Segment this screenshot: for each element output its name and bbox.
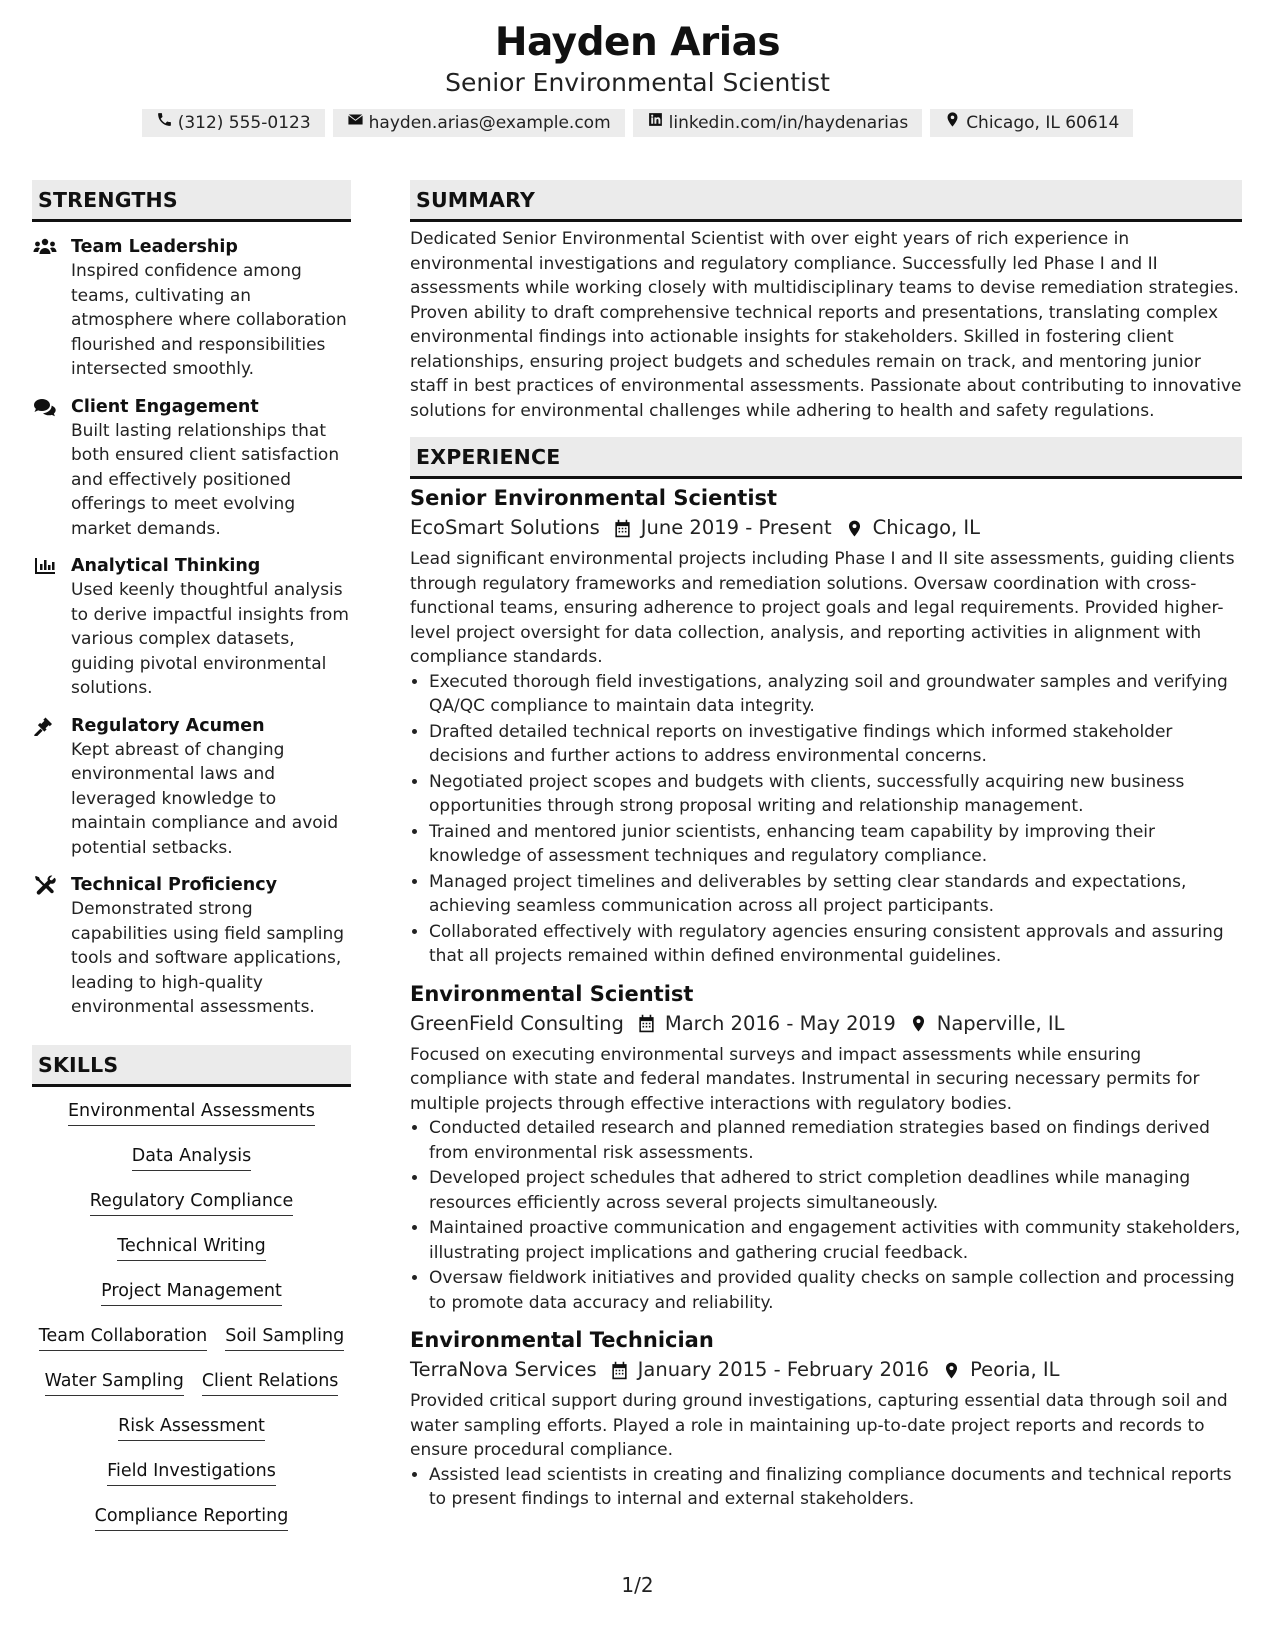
job-location: Naperville, IL (936, 1011, 1065, 1035)
contact-bar (0, 109, 1275, 137)
skill-row (32, 1144, 351, 1189)
phone-icon (156, 109, 173, 137)
skill-row (32, 1234, 351, 1279)
summary-text: Dedicated Senior Environmental Scientist with over eight years of rich experience in environmental investigations and regulatory compliance. Successfully led Phase I and II assessments while working closely with multidisciplinary teams to devise remediation strategies. Proven ability to draft comprehensive technical reports and presentations, translating complex environmental findings into actionable insights for stakeholders. Skilled in fostering client relationships, ensuring project budgets and schedules remain on track, and mentoring junior staff in best practices of environmental assessments. Passionate about contributing to innovative solutions for environmental challenges while adhering to health and safety regulations. (410, 229, 1242, 421)
skill-tag: Team Collaboration (39, 1324, 207, 1351)
phone-text: (312) 555-0123 (177, 113, 311, 133)
strength-item (32, 714, 351, 861)
skill-tag: Client Relations (202, 1369, 339, 1396)
job-bullet: • Developed project schedules that adhered to strict completion deadlines while managing resources efficiently across several projects simultaneously. (429, 1166, 1242, 1215)
skill-tag: Compliance Reporting (95, 1504, 289, 1531)
job-entry (410, 1326, 1242, 1512)
linkedin-text: linkedin.com/in/haydenarias (668, 113, 909, 133)
strengths-heading: STRENGTHS (32, 180, 351, 222)
job-bullet: • Negotiated project scopes and budgets with clients, successfully acquiring new business opportunities through strong proposal writing and relationship management. (429, 770, 1242, 819)
contact-linkedin[interactable] (633, 109, 923, 137)
job-description: Lead significant environmental projects including Phase I and II site assessments, guiding clients through regulatory frameworks and remediation solutions. Oversaw coordination with cross-functional teams, ensuring adherence to project goals and legal requirements. Provided higher-level project oversight for data collection, analysis, and reporting activities in alignment with compliance standards. (410, 549, 1235, 667)
job-meta (410, 1356, 1242, 1384)
job-bullet: • Oversaw fieldwork initiatives and provided quality checks on sample collection and processing to promote data accuracy and reliability. (429, 1266, 1242, 1315)
skill-row (32, 1459, 351, 1504)
strength-desc: Kept abreast of changing environmental laws and leveraged knowledge to maintain compliance and avoid potential setbacks. (71, 739, 339, 858)
job-description: Focused on executing environmental surveys and impact assessments while ensuring compliance with state and federal mandates. Instrumental in securing necessary permits for multiple projects through effective interactions with regulatory bodies. (410, 1044, 1200, 1114)
skills-heading: SKILLS (32, 1045, 351, 1087)
calendar-icon (637, 1014, 656, 1033)
strength-item (32, 873, 351, 1020)
right-column (410, 180, 1242, 1513)
map-marker-icon (845, 519, 864, 538)
job-bullets (410, 1463, 1242, 1512)
linkedin-icon (647, 109, 664, 137)
job-location: Peoria, IL (970, 1358, 1060, 1381)
job-meta (410, 1010, 1242, 1038)
gavel-icon (33, 716, 57, 736)
job-dates: January 2015 - February 2016 (637, 1358, 930, 1381)
skill-row (32, 1099, 351, 1144)
left-column (32, 180, 351, 1549)
skills-list (32, 1099, 351, 1549)
strength-title: Team Leadership (71, 237, 238, 257)
skill-tag: Soil Sampling (225, 1324, 344, 1351)
comments-icon (33, 397, 57, 417)
skill-row (32, 1414, 351, 1459)
skill-row (32, 1324, 351, 1369)
skill-tag: Project Management (101, 1279, 282, 1306)
skill-row (32, 1279, 351, 1324)
job-bullet: • Maintained proactive communication and engagement activities with community stakeholders, illustrating project implications and gathering crucial feedback. (429, 1216, 1242, 1265)
contact-email[interactable] (333, 109, 625, 137)
candidate-name: Hayden Arias (494, 20, 781, 65)
skill-row (32, 1504, 351, 1549)
job-bullets (410, 670, 1242, 969)
skill-tag: Field Investigations (107, 1459, 276, 1486)
job-title: Environmental Scientist (410, 981, 694, 1006)
map-marker-icon (909, 1014, 928, 1033)
map-marker-icon (944, 109, 961, 137)
job-dates: March 2016 - May 2019 (664, 1011, 896, 1035)
strength-item (32, 395, 351, 542)
strength-desc: Used keenly thoughtful analysis to derive impactful insights from various complex datasets, guiding pivotal environmental solutions. (71, 580, 349, 698)
map-marker-icon (942, 1361, 961, 1380)
strength-item (32, 554, 351, 701)
users-icon (33, 237, 57, 257)
job-bullet: • Drafted detailed technical reports on investigative findings which informed stakeholder decisions and further actions to address environmental concerns. (429, 720, 1242, 769)
job-location: Chicago, IL (872, 516, 981, 539)
job-dates: June 2019 - Present (640, 516, 832, 539)
strength-item (32, 235, 351, 382)
job-bullet: • Conducted detailed research and planned remediation strategies based on findings derived from environmental risk assessments. (429, 1116, 1242, 1165)
strength-title: Client Engagement (71, 396, 259, 417)
experience-heading: EXPERIENCE (410, 437, 1242, 479)
envelope-icon (347, 109, 364, 137)
candidate-title: Senior Environmental Scientist (445, 68, 830, 97)
job-title: Senior Environmental Scientist (410, 486, 778, 510)
company-name: GreenField Consulting (410, 1011, 624, 1035)
job-entry (410, 980, 1242, 1316)
job-bullet: • Collaborated effectively with regulatory agencies ensuring consistent approvals and assuring that all projects remained within defined environmental guidelines. (429, 920, 1242, 969)
company-name: TerraNova Services (410, 1358, 597, 1381)
job-bullet: • Managed project timelines and deliverables by setting clear standards and expectations, achieving seamless communication across all project participants. (429, 870, 1242, 919)
skill-row (32, 1189, 351, 1234)
job-entry (410, 484, 1242, 969)
email-text: hayden.arias@example.com (368, 113, 611, 133)
skill-row (32, 1369, 351, 1414)
page-number: 1/2 (621, 1573, 654, 1597)
skill-tag: Technical Writing (117, 1234, 265, 1261)
strength-title: Regulatory Acumen (71, 715, 265, 736)
job-description: Provided critical support during ground investigations, capturing essential data through soil and water sampling efforts. Played a role in maintaining up-to-date project reports and records to ensure procedural compliance. (410, 1391, 1228, 1460)
calendar-icon (613, 519, 632, 538)
strength-desc: Demonstrated strong capabilities using field sampling tools and software applications, leading to high-quality environmental assessments. (71, 899, 345, 1017)
calendar-icon (610, 1361, 629, 1380)
job-bullet: • Executed thorough field investigations, analyzing soil and groundwater samples and verifying QA/QC compliance to maintain data integrity. (429, 670, 1242, 719)
resume-header (0, 20, 1275, 137)
job-bullets (410, 1116, 1242, 1315)
skill-tag: Regulatory Compliance (90, 1189, 294, 1216)
contact-location (930, 109, 1133, 137)
skill-tag: Risk Assessment (118, 1414, 265, 1441)
summary-heading: SUMMARY (410, 180, 1242, 222)
skill-tag: Environmental Assessments (68, 1099, 315, 1126)
tools-icon (33, 875, 57, 895)
chart-bar-icon (33, 556, 57, 576)
contact-phone[interactable] (142, 109, 325, 137)
job-bullet: • Trained and mentored junior scientists, enhancing team capability by improving their knowledge of assessment techniques and regulatory compliance. (429, 820, 1242, 869)
strength-title: Analytical Thinking (71, 556, 261, 576)
skill-tag: Data Analysis (132, 1144, 251, 1171)
location-text: Chicago, IL 60614 (966, 113, 1120, 133)
strength-title: Technical Proficiency (71, 875, 277, 895)
company-name: EcoSmart Solutions (410, 516, 600, 539)
job-meta (410, 514, 1242, 542)
job-bullet: • Assisted lead scientists in creating and finalizing compliance documents and technical reports to present findings to internal and external stakeholders. (429, 1463, 1242, 1512)
strength-desc: Built lasting relationships that both ensured client satisfaction and effectively positioned offerings to meet evolving market demands. (71, 420, 340, 539)
strength-desc: Inspired confidence among teams, cultivating an atmosphere where collaboration flourished and responsibilities intersected smoothly. (71, 261, 347, 379)
skill-tag: Water Sampling (45, 1369, 184, 1396)
job-title: Environmental Technician (410, 1328, 714, 1352)
